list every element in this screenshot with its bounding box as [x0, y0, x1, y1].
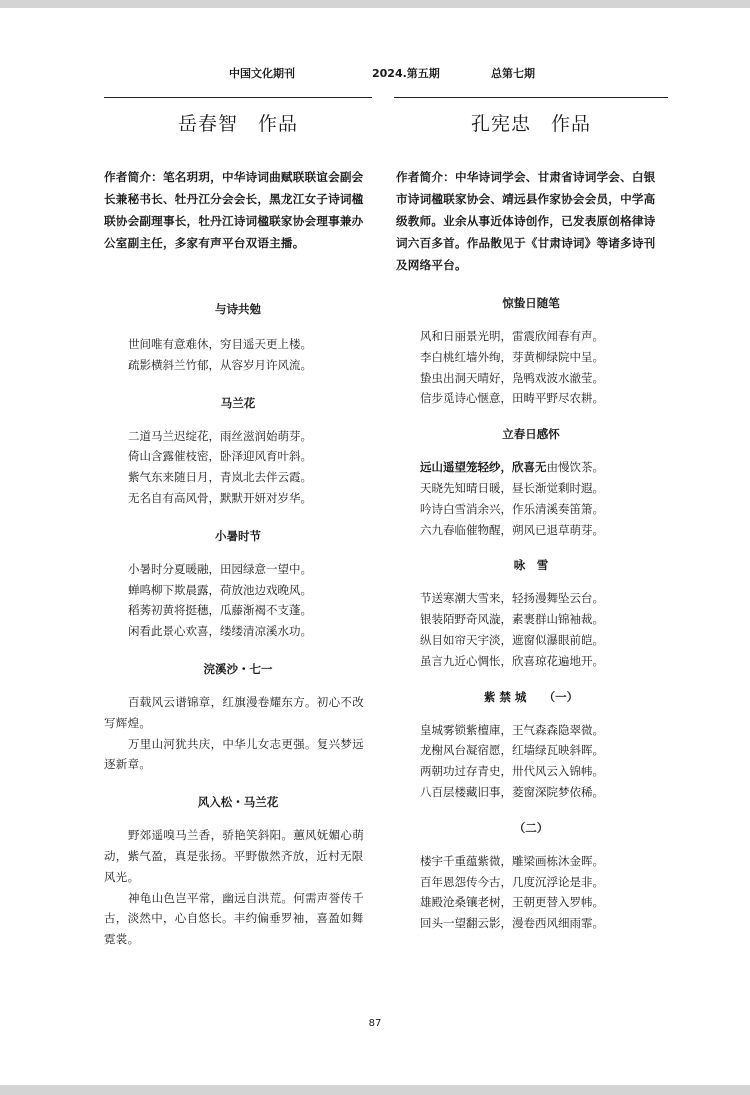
issue-number: 2024.第五期 — [372, 67, 440, 80]
poem-title: 咏 雪 — [513, 558, 549, 573]
poem-line: 风和日丽景光明，雷震欣闻春有声。 — [420, 329, 604, 343]
poem-line: 银装陌野奇风漩，素裹群山锦袖裁。 — [420, 612, 604, 627]
document-page — [0, 8, 750, 1085]
poem-line: 纵目如帘天宇淡，遮窗似瀑眼前皑。 — [420, 632, 604, 647]
poem-title: （二） — [513, 820, 549, 835]
right-column — [396, 104, 666, 934]
poem-line: 李白桃红墙外绚，芽黄柳绿院中呈。 — [420, 349, 604, 364]
poem-title: 惊蛰日随笔 — [502, 296, 560, 310]
page-number: 87 — [368, 1018, 382, 1029]
poem-line: 信步觅诗心惬意，田畴平野尽农耕。 — [420, 391, 604, 406]
poem-line: 龙榭风台凝宿愿，红墙绿瓦映斜晖。 — [420, 743, 604, 758]
poem-line: 蝉鸣柳下欺晨露，荷放池边戏晚风。 — [128, 582, 312, 597]
poem-line: 百年恩怨传今古，几度沉浮论是非。 — [420, 874, 604, 889]
left-column — [104, 104, 372, 950]
poem-line: 两朝功过存青史，卅代风云入锦帏。 — [420, 764, 604, 779]
poem-line: 小暑时分夏暖融，田园绿意一望中。 — [128, 561, 312, 576]
poem-paragraph: 万里山河犹共庆，中华儿女志更强。复兴梦远逐新章。 — [104, 736, 364, 772]
running-header — [0, 65, 750, 85]
poem-title: 小暑时节 — [215, 528, 261, 543]
poem-line: 疏影横斜兰竹郁，从容岁月许风流。 — [128, 357, 312, 372]
poem-line: 紫气东来随日月，青岚北去伴云霞。 — [128, 470, 312, 485]
poem-line: 无名自有高风骨，默默开妍对岁华。 — [128, 490, 312, 505]
author-bio: 作者简介：笔名玥玥，中华诗词曲赋联联谊会副会长兼秘书长、牡丹江分会会长，黑龙江女子诗词楹联协会副理事长，牡丹江诗词楹联家协会理事兼办公室副主任，多家有声平台双语主播。 — [104, 170, 364, 250]
author-bio: 作者简介：中华诗词学会、甘肃省诗词学会、白银市诗词楹联家协会、靖远县作家协会会员，中学高级教师。业余从事近体诗创作，已发表原创格律诗词六百多首。作品散见于《甘肃诗词》等诸多诗刊及网络平台。 — [396, 170, 656, 272]
poem-body — [104, 426, 372, 509]
poem-line: 虽言九近心惆怅，欣喜琼花遍地开。 — [420, 653, 604, 668]
poem-paragraph: 神龟山色岂平常，幽远自洪荒。何需声誉传千古，淡然中，心自悠长。丰约偏垂罗袖，喜盈如舞霓裳。 — [104, 890, 364, 947]
poem-line: 倚山含露催枝密，卧泽迎风育叶斜。 — [128, 449, 312, 464]
author-title: 孔宪忠 作品 — [470, 113, 591, 135]
poem-line: 六九春临催物醒，朔风已退草萌芽。 — [420, 522, 604, 537]
poem-line: 吟诗白雪消余兴，作乐清溪奏笛箫。 — [420, 501, 604, 516]
poem-line: 楼宇千重蕴紫微，雕梁画栋沐金晖。 — [420, 853, 604, 868]
poem-body — [396, 457, 666, 540]
poem-line: 闲看此景心欢喜，缕缕清凉溪水功。 — [128, 624, 312, 639]
poem-line — [396, 457, 666, 478]
poem-title: 与诗共勉 — [215, 302, 261, 316]
poem-line: 雄殿沧桑镶老树，王朝更替入罗帏。 — [420, 895, 604, 910]
poem-line: 稻莠初黄将挺穗，瓜藤渐褐不支蓬。 — [128, 603, 312, 618]
poem-body — [396, 851, 666, 934]
author-title: 岳春智 作品 — [177, 113, 298, 135]
poem-title: 马兰花 — [220, 395, 256, 410]
total-issue: 总第七期 — [491, 67, 535, 80]
poem-body — [104, 559, 372, 642]
poem-line: 天晓先知晴日暖，昼长渐觉剩时遐。 — [420, 480, 604, 495]
poem-title: 紫 禁 城 （一） — [483, 689, 579, 704]
poem-line: 节送寒潮大雪来，轻扬漫舞坠云台。 — [420, 591, 604, 606]
poem-body — [104, 825, 372, 950]
poem-title: 立春日感怀 — [502, 427, 560, 442]
poem-paragraph: 百载风云谱锦章，红旗漫卷耀东方。初心不改写辉煌。 — [104, 694, 364, 730]
poem-line: 蛰虫出洞天晴好，凫鸭戏波水澈莹。 — [420, 370, 604, 385]
poem-title: 风入松・马兰花 — [197, 795, 279, 810]
poem-line-rest: 由慢饮茶。 — [546, 460, 604, 475]
poem-body — [104, 692, 372, 775]
poem-body — [396, 588, 666, 671]
poem-body — [104, 334, 372, 376]
poem-body — [396, 326, 666, 409]
right-header-rule — [394, 97, 668, 98]
poem-line: 世间唯有意难休，穷目遥天更上楼。 — [128, 337, 312, 351]
poem-line-bold: 远山遥望笼轻纱，欣喜无 — [420, 460, 547, 475]
poem-title: 浣溪沙・七一 — [203, 661, 273, 676]
poem-paragraph: 野郊遥嗅马兰香，骄艳笑斜阳。蕙风妩媚心萌动，紫气盈，真是张扬。平野傲然齐放，近村无限风光。 — [104, 828, 364, 884]
poem-line: 二道马兰迟绽花，雨丝滋润始萌芽。 — [128, 428, 312, 443]
poem-line: 八百层楼藏旧事，菱窗深院梦依稀。 — [420, 784, 604, 799]
poem-body — [396, 720, 666, 803]
left-header-rule — [104, 97, 372, 98]
journal-name: 中国文化期刊 — [229, 67, 295, 80]
poem-line: 皇城雾锁紫檀庫，王气森森隐翠微。 — [420, 722, 604, 737]
poem-line: 回头一望翻云影，漫卷西风细雨霏。 — [420, 916, 604, 931]
